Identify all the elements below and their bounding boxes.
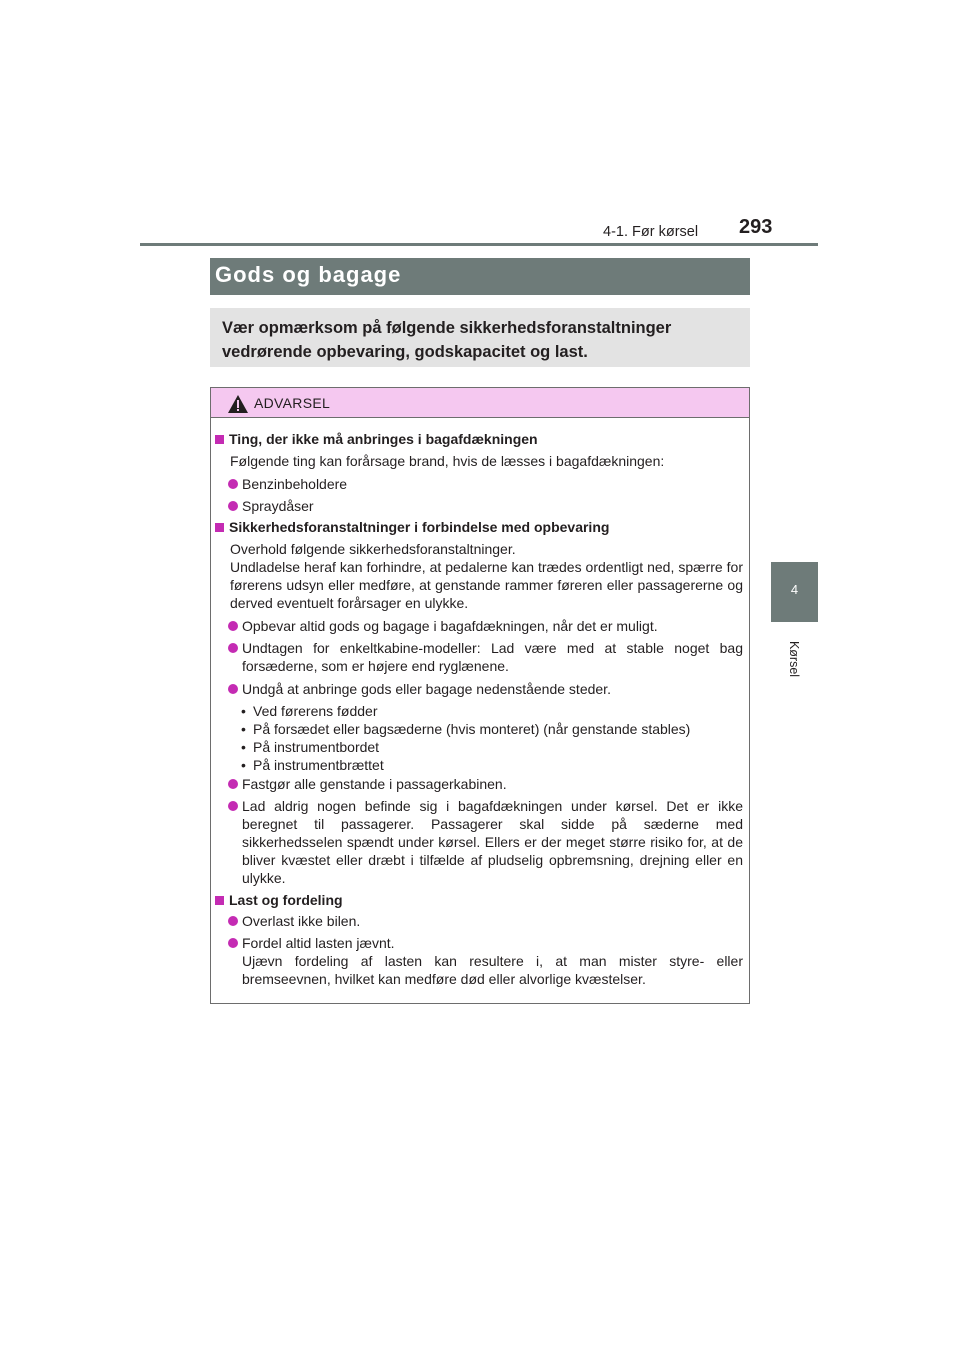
square-bullet-icon bbox=[215, 523, 224, 532]
warning-triangle-icon bbox=[227, 394, 249, 414]
sub-list-item: • På forsædet eller bagsæderne (hvis monteret) (når genstande stables) bbox=[241, 721, 691, 737]
warning-label: ADVARSEL bbox=[254, 395, 331, 411]
section-title-bar bbox=[210, 258, 750, 295]
round-bullet-icon bbox=[228, 916, 238, 926]
round-bullet-icon bbox=[228, 779, 238, 789]
square-bullet-icon bbox=[215, 435, 224, 444]
round-bullet-icon bbox=[228, 801, 238, 811]
chapter-number: 4 bbox=[790, 582, 799, 597]
page-number: 293 bbox=[739, 216, 773, 238]
warning-header bbox=[211, 388, 749, 418]
square-bullet-icon bbox=[215, 896, 224, 905]
warning-heading-items: Ting, der ikke må anbringes i bagafdækningen bbox=[215, 431, 538, 447]
round-bullet-icon bbox=[228, 684, 238, 694]
round-bullet-icon bbox=[228, 621, 238, 631]
intro-text: Vær opmærksom på følgende sikkerhedsforanstaltninger vedrørende opbevaring, godskapacitet og last. bbox=[222, 319, 672, 361]
sub-list-item: • På instrumentbrættet bbox=[241, 757, 384, 773]
chapter-label-container bbox=[786, 630, 802, 690]
chapter-tab bbox=[771, 562, 818, 622]
warning-heading-storage: Sikkerhedsforanstaltninger i forbindelse med opbevaring bbox=[215, 519, 609, 535]
round-bullet-icon bbox=[228, 643, 238, 653]
page-header bbox=[0, 216, 960, 246]
header-divider bbox=[140, 243, 818, 246]
section-reference: 4-1. Før kørsel bbox=[603, 224, 699, 240]
sub-list-item: • På instrumentbordet bbox=[241, 739, 380, 755]
warning-text: Undladelse heraf kan forhindre, at pedalerne kan trædes ordentligt ned, spærre for førerens udsyn eller medføre, at genstande rammer føreren eller passagererne og derved eventuelt forårsager en ulykke. bbox=[230, 559, 743, 611]
round-bullet-icon bbox=[228, 479, 238, 489]
intro-box bbox=[210, 308, 750, 367]
warning-text: Ujævn fordeling af lasten kan resultere i, at man mister styre- eller bremseevnen, hvilket kan medføre død eller alvorlige kvæstelser. bbox=[242, 953, 743, 987]
chapter-label: Kørsel bbox=[787, 640, 801, 678]
sub-list-item: • Ved førerens fødder bbox=[241, 703, 378, 719]
round-bullet-icon bbox=[228, 938, 238, 948]
warning-heading-load: Last og fordeling bbox=[215, 892, 343, 908]
round-bullet-icon bbox=[228, 501, 238, 511]
page-title: Gods og bagage bbox=[215, 262, 402, 287]
warning-text: Overhold følgende sikkerhedsforanstaltninger. bbox=[230, 541, 516, 557]
warning-box: ADVARSEL Ting, der ikke må anbringes i bagafdækningen Følgende ting kan forårsage brand, hvis de læsses i bagafdækningen: Benzinbeholdere Spraydåser Sikkerhedsforanstaltninger i forbindelse med opbevaring Overhold følgende sikkerhedsforanstaltninger. Undladelse heraf kan forhindre, at pedalerne kan trædes ordentligt ned, spærre for førerens udsyn eller medføre, at genstande rammer føreren eller passagererne og derved eventuelt forårsager en ulykke. Opbevar altid gods og bagage i bagafdækningen, når det er muligt. Undtagen for enkeltkabine-modeller: Lad være med at stable noget bag forsæderne, som er højere end ryglænene. Undgå at anbringe gods eller bagage nedenstående steder. • Ved førerens fødder • På forsædet eller bagsæderne (hvis monteret) (når genstande stables) • På instrumentbordet • På instrumentbrættet Fastgør alle genstande i passagerkabinen. Lad aldrig nogen befinde sig i bagafdækningen under kørsel. Det er ikke beregnet til passagerer. Passagerer skal sidde på sæderne med sikkerhedsselen spændt under kørsel. Ellers er der meget større risiko for, at de bliver kvæstet eller dræbt i tilfælde af pludselig opbremsning, drejning eller en ulykke. Last og fordeling Overlast ikke bilen. Fordel altid lasten jævnt. Ujævn fordeling af lasten kan resultere i, at man mister styre- eller bremseevnen, hvilket kan medføre død eller alvorlige kvæstelser. bbox=[210, 387, 750, 1004]
warning-text: Følgende ting kan forårsage brand, hvis de læsses i bagafdækningen: bbox=[230, 453, 665, 469]
